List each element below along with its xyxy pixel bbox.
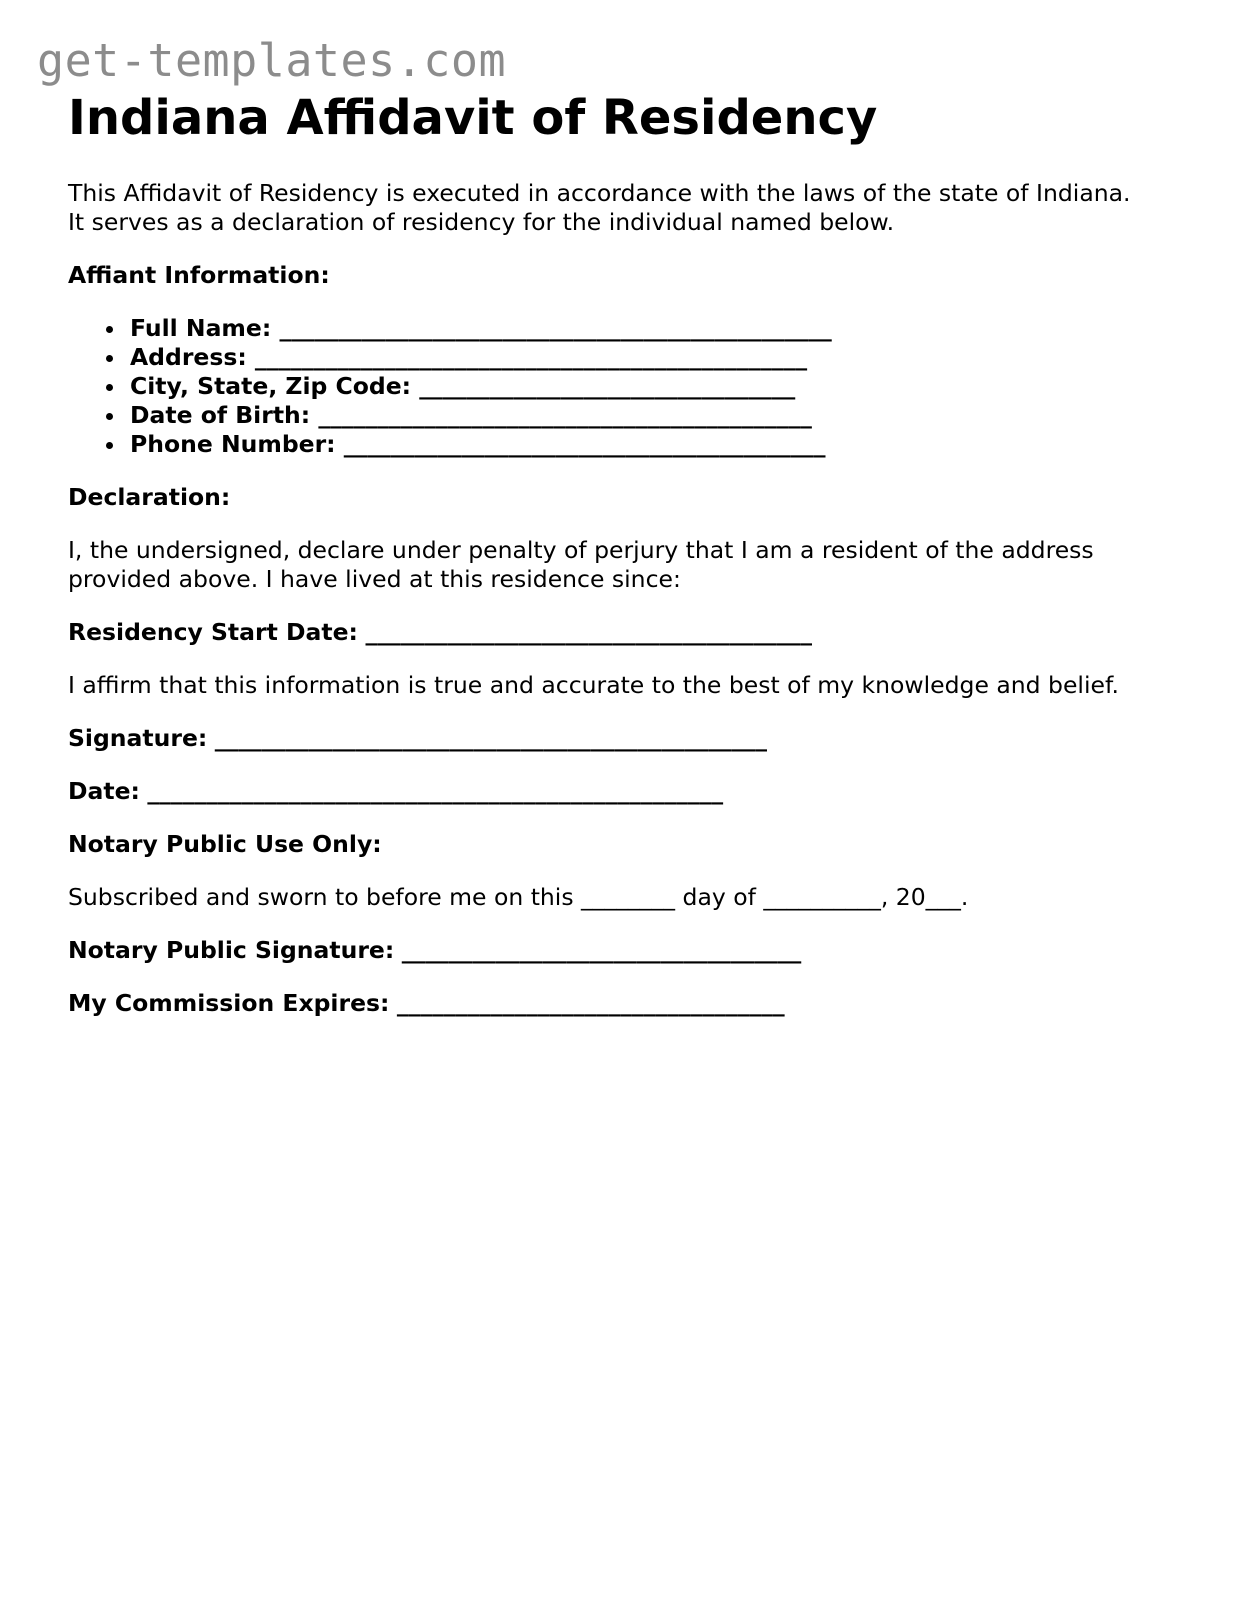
residency-start-date-label: Residency Start Date: bbox=[68, 618, 358, 646]
affidavit-document bbox=[68, 88, 1218, 1018]
residency-start-date-blank[interactable]: ______________________________________ bbox=[365, 618, 812, 646]
field-city-state-zip-blank[interactable]: ________________________________ bbox=[419, 372, 796, 400]
declaration-heading: Declaration: bbox=[68, 483, 231, 511]
commission-expires-line bbox=[68, 989, 1218, 1018]
field-address-blank[interactable]: _______________________________________________ bbox=[254, 343, 808, 371]
commission-expires-blank[interactable]: _________________________________ bbox=[396, 989, 785, 1017]
notary-heading: Notary Public Use Only: bbox=[68, 830, 382, 858]
field-city-state-zip bbox=[130, 372, 1218, 401]
date-blank[interactable]: _________________________________________________ bbox=[147, 777, 724, 805]
field-address-label: Address: bbox=[130, 343, 247, 371]
field-date-of-birth-label: Date of Birth: bbox=[130, 401, 311, 429]
field-full-name-blank[interactable]: _______________________________________________ bbox=[279, 314, 832, 342]
field-phone-number bbox=[130, 430, 1218, 459]
date-line bbox=[68, 777, 1218, 806]
watermark: get-templates.com bbox=[37, 34, 507, 87]
field-date-of-birth bbox=[130, 401, 1218, 430]
document-title: Indiana Affidavit of Residency bbox=[68, 90, 878, 146]
field-date-of-birth-blank[interactable]: __________________________________________ bbox=[318, 401, 812, 429]
signature-blank[interactable]: _______________________________________________ bbox=[214, 724, 768, 752]
declaration-line-2: provided above. I have lived at this residence since: bbox=[68, 565, 681, 593]
signature-label: Signature: bbox=[68, 724, 208, 752]
field-phone-number-blank[interactable]: _________________________________________ bbox=[343, 430, 826, 458]
residency-start-date-line bbox=[68, 618, 1218, 647]
intro-paragraph bbox=[68, 179, 1218, 237]
date-label: Date: bbox=[68, 777, 140, 805]
affiant-heading: Affiant Information: bbox=[68, 261, 330, 289]
field-phone-number-label: Phone Number: bbox=[130, 430, 336, 458]
notary-signature-label: Notary Public Signature: bbox=[68, 936, 395, 964]
commission-expires-label: My Commission Expires: bbox=[68, 989, 390, 1017]
affiant-field-list bbox=[68, 314, 1218, 459]
notary-signature-line bbox=[68, 936, 1218, 965]
declaration-line-1: I, the undersigned, declare under penalty of perjury that I am a resident of the address bbox=[68, 536, 1094, 564]
affirmation-text: I affirm that this information is true and accurate to the best of my knowledge and belief. bbox=[68, 671, 1119, 699]
notary-sworn-text: Subscribed and sworn to before me on this ________ day of __________, 20___. bbox=[68, 883, 969, 911]
declaration-paragraph bbox=[68, 536, 1218, 594]
field-full-name-label: Full Name: bbox=[130, 314, 272, 342]
field-full-name bbox=[130, 314, 1218, 343]
intro-line-1: This Affidavit of Residency is executed in accordance with the laws of the state of Indiana. bbox=[68, 179, 1131, 207]
signature-line bbox=[68, 724, 1218, 753]
notary-signature-blank[interactable]: __________________________________ bbox=[401, 936, 802, 964]
field-address bbox=[130, 343, 1218, 372]
field-city-state-zip-label: City, State, Zip Code: bbox=[130, 372, 412, 400]
intro-line-2: It serves as a declaration of residency for the individual named below. bbox=[68, 208, 895, 236]
